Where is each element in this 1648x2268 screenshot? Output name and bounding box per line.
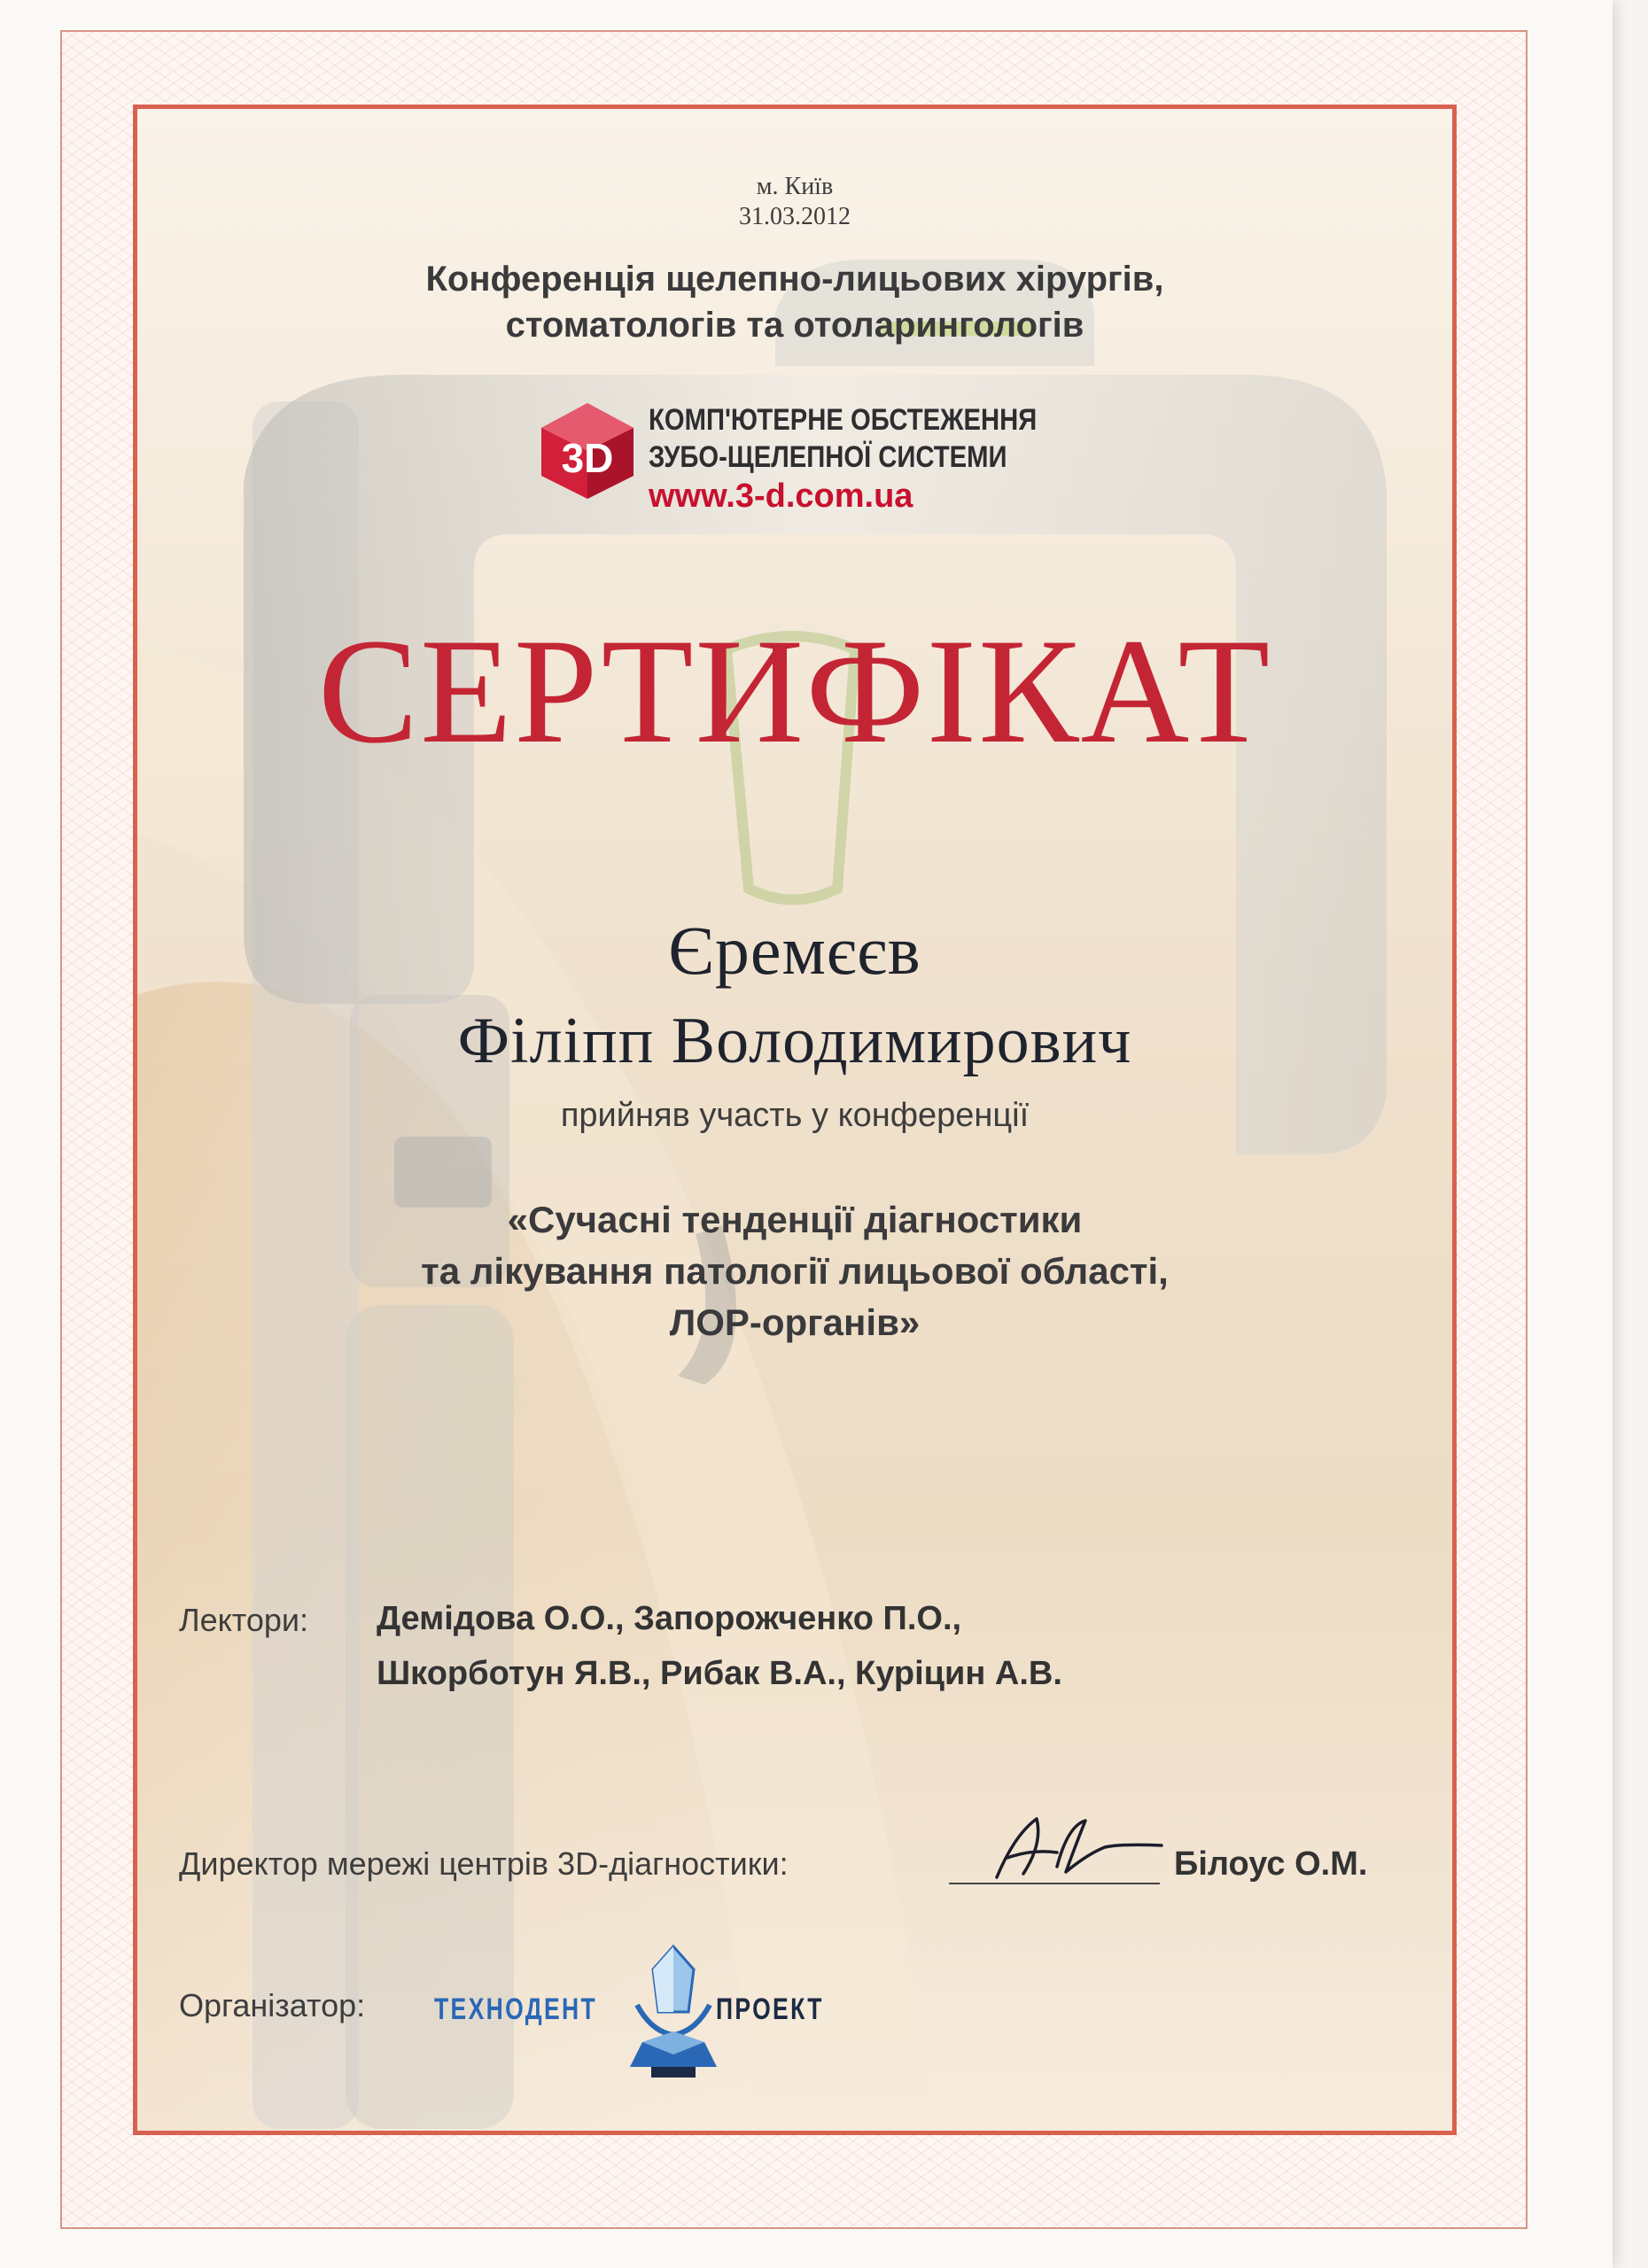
- lecturers-line-2: Шкорботун Я.В., Рибак В.А., Куріцин А.В.: [377, 1655, 1062, 1692]
- certificate-title: СЕРТИФІКАТ: [317, 608, 1272, 774]
- organizer-logo-left-text: ТЕХНОДЕНТ: [434, 1992, 598, 2026]
- certificate-frame: [133, 105, 1457, 2135]
- crystal-logo-icon: [625, 1943, 722, 2085]
- participation-text: прийняв участь у конференції: [560, 1097, 1030, 1134]
- recipient-given-names: Філіпп Володимирович: [457, 1005, 1132, 1077]
- director-name: Білоус О.М.: [1174, 1845, 1368, 1883]
- organizer-label: Організатор:: [179, 1987, 366, 2023]
- handwritten-signature: [988, 1808, 1165, 1888]
- certificate-city: м. Київ: [756, 173, 834, 200]
- topic-line-3: ЛОР-органів»: [669, 1301, 921, 1343]
- brand-line-2: ЗУБО-ЩЕЛЕПНОЇ СИСТЕМИ: [649, 440, 1007, 474]
- brand-line-1: КОМП'ЮТЕРНЕ ОБСТЕЖЕННЯ: [649, 403, 1038, 437]
- 3d-cube-logo-icon: [538, 401, 637, 501]
- conference-name-line-2: стоматологів та отоларингологів: [505, 306, 1084, 345]
- brand-url: www.3-d.com.ua: [649, 478, 913, 515]
- 3d-logo-text: 3D: [561, 435, 614, 481]
- sponsor-brand: [538, 401, 1158, 543]
- organizer-logo-right-text: ПРОЕКТ: [716, 1992, 824, 2026]
- organizer-logo: [434, 1943, 851, 2093]
- topic-line-1: «Сучасні тенденції діагностики: [507, 1199, 1083, 1240]
- director-label: Директор мережі центрів 3D-діагностики:: [179, 1845, 789, 1882]
- lecturers-line-1: Демідова О.О., Запорожченко П.О.,: [377, 1600, 962, 1637]
- conference-name-line-1: Конференція щелепно-лицьових хірургів,: [425, 260, 1164, 299]
- topic-line-2: та лікування патології лицьової області,: [421, 1250, 1169, 1292]
- recipient-surname: Єремєєв: [668, 912, 921, 989]
- lecturers-label: Лектори:: [179, 1602, 309, 1638]
- certificate-date: 31.03.2012: [739, 203, 851, 230]
